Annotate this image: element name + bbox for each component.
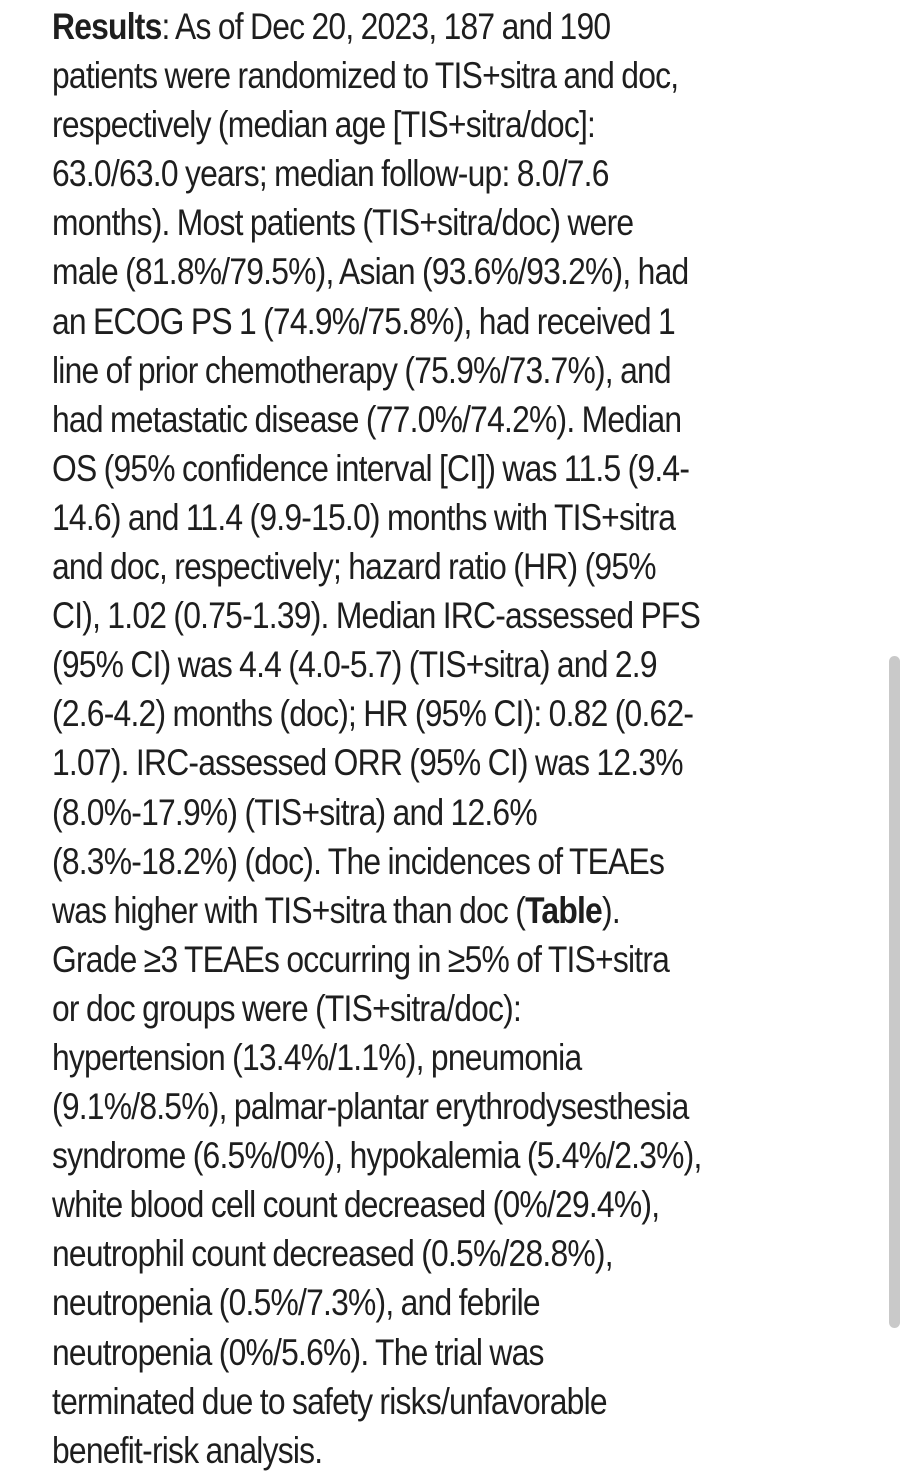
text-line: OS (95% confidence interval [CI]) was 11.5 (9.4- bbox=[52, 447, 690, 489]
text-line: male (81.8%/79.5%), Asian (93.6%/93.2%), had bbox=[52, 251, 689, 293]
text-segment: : As of Dec 20, 2023, 187 and 190 bbox=[161, 6, 611, 47]
text-segment: was higher with TIS+sitra than doc ( bbox=[52, 889, 526, 931]
text-segment: ). bbox=[601, 889, 620, 931]
text-line: months). Most patients (TIS+sitra/doc) were bbox=[52, 202, 634, 244]
text-line: hypertension (13.4%/1.1%), pneumonia bbox=[52, 1036, 582, 1078]
results-paragraph bbox=[52, 2, 852, 1471]
text-line: 14.6) and 11.4 (9.9-15.0) months with TIS+sitra bbox=[52, 496, 676, 538]
table-reference: Table bbox=[525, 889, 602, 931]
text-line: (8.0%-17.9%) (TIS+sitra) and 12.6% bbox=[52, 791, 537, 833]
text-line: had metastatic disease (77.0%/74.2%). Median bbox=[52, 398, 682, 440]
text-line: white blood cell count decreased (0%/29.4%), bbox=[52, 1184, 660, 1226]
text-line: (8.3%-18.2%) (doc). The incidences of TEAEs bbox=[52, 840, 665, 882]
text-line: syndrome (6.5%/0%), hypokalemia (5.4%/2.3%), bbox=[52, 1135, 702, 1177]
text-line: CI), 1.02 (0.75-1.39). Median IRC-assessed PFS bbox=[52, 595, 701, 637]
text-line: and doc, respectively; hazard ratio (HR) (95% bbox=[52, 546, 656, 588]
scrollbar[interactable] bbox=[882, 0, 902, 1471]
text-line: (2.6-4.2) months (doc); HR (95% CI): 0.82 (0.62- bbox=[52, 693, 694, 735]
scrollbar-thumb[interactable] bbox=[889, 656, 900, 1328]
text-line: 63.0/63.0 years; median follow-up: 8.0/7.6 bbox=[52, 153, 609, 195]
text-line: line of prior chemotherapy (75.9%/73.7%), and bbox=[52, 349, 671, 391]
text-line: neutropenia (0%/5.6%). The trial was bbox=[52, 1331, 544, 1373]
text-line bbox=[52, 886, 852, 935]
text-line: (9.1%/8.5%), palmar-plantar erythrodysesthesia bbox=[52, 1086, 689, 1128]
text-line: (95% CI) was 4.4 (4.0-5.7) (TIS+sitra) and 2.9 bbox=[52, 644, 657, 686]
text-line: respectively (median age [TIS+sitra/doc]: bbox=[52, 104, 596, 146]
text-line: neutrophil count decreased (0.5%/28.8%), bbox=[52, 1233, 613, 1275]
text-line: or doc groups were (TIS+sitra/doc): bbox=[52, 987, 522, 1029]
text-line: an ECOG PS 1 (74.9%/75.8%), had received 1 bbox=[52, 300, 675, 342]
text-line: Grade ≥3 TEAEs occurring in ≥5% of TIS+sitra bbox=[52, 938, 670, 980]
results-heading: Results bbox=[52, 6, 162, 47]
text-line bbox=[52, 2, 852, 51]
text-line: terminated due to safety risks/unfavorable bbox=[52, 1380, 607, 1422]
text-line: neutropenia (0.5%/7.3%), and febrile bbox=[52, 1282, 540, 1324]
text-line: patients were randomized to TIS+sitra and doc, bbox=[52, 55, 679, 97]
text-line: 1.07). IRC-assessed ORR (95% CI) was 12.3% bbox=[52, 742, 683, 784]
text-line: benefit-risk analysis. bbox=[52, 1429, 323, 1471]
